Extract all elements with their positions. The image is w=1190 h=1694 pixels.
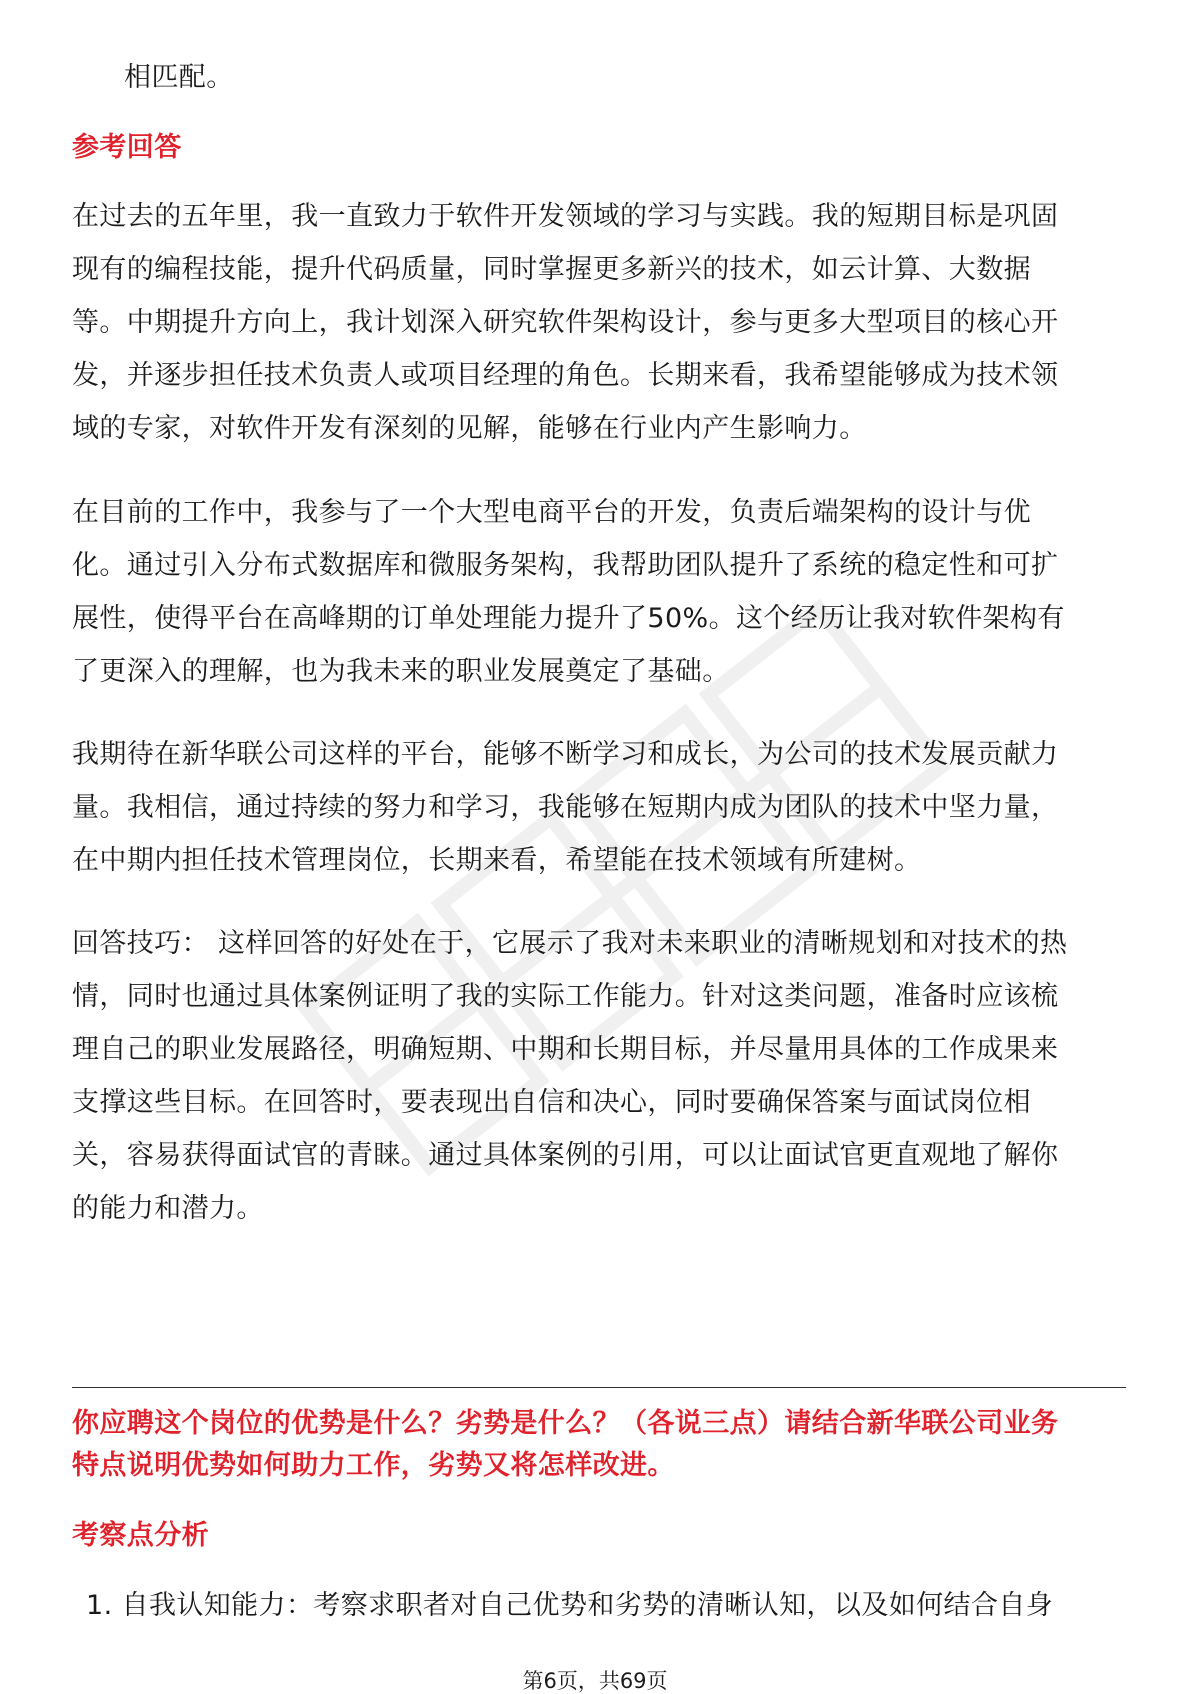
continued-text: 相匹配。 bbox=[124, 62, 234, 93]
paragraph-line: 化。通过引入分布式数据库和微服务架构，我帮助团队提升了系统的稳定性和可扩 bbox=[72, 550, 1059, 581]
paragraph-line: 在目前的工作中，我参与了一个大型电商平台的开发，负责后端架构的设计与优 bbox=[72, 497, 1031, 528]
paragraph-line: 情，同时也通过具体案例证明了我的实际工作能力。针对这类问题，准备时应该梳 bbox=[72, 981, 1059, 1012]
question-line: 你应聘这个岗位的优势是什么？劣势是什么？（各说三点）请结合新华联公司业务 bbox=[72, 1408, 1059, 1439]
list-item: 1. 自我认知能力：考察求职者对自己优势和劣势的清晰认知，以及如何结合自身 bbox=[86, 1590, 1054, 1621]
paragraph-line: 域的专家，对软件开发有深刻的见解，能够在行业内产生影响力。 bbox=[72, 413, 867, 444]
section-divider bbox=[72, 1387, 1126, 1388]
reference-answer-heading: 参考回答 bbox=[72, 132, 182, 163]
paragraph-line: 回答技巧： 这样回答的好处在于，它展示了我对未来职业的清晰规划和对技术的热 bbox=[72, 928, 1068, 959]
paragraph-line: 在过去的五年里，我一直致力于软件开发领域的学习与实践。我的短期目标是巩固 bbox=[72, 201, 1059, 232]
paragraph-line: 发，并逐步担任技术负责人或项目经理的角色。长期来看，我希望能够成为技术领 bbox=[72, 360, 1059, 391]
paragraph-line: 理自己的职业发展路径，明确短期、中期和长期目标，并尽量用具体的工作成果来 bbox=[72, 1034, 1059, 1065]
paragraph-line: 了更深入的理解，也为我未来的职业发展奠定了基础。 bbox=[72, 656, 730, 687]
paragraph-line: 我期待在新华联公司这样的平台，能够不断学习和成长，为公司的技术发展贡献力 bbox=[72, 739, 1059, 770]
paragraph-line: 的能力和潜力。 bbox=[72, 1193, 264, 1224]
paragraph-line: 在中期内担任技术管理岗位，长期来看，希望能在技术领域有所建树。 bbox=[72, 845, 922, 876]
analysis-heading: 考察点分析 bbox=[72, 1520, 209, 1551]
paragraph-line: 关，容易获得面试官的青睐。通过具体案例的引用，可以让面试官更直观地了解你 bbox=[72, 1140, 1059, 1171]
paragraph-line: 现有的编程技能，提升代码质量，同时掌握更多新兴的技术，如云计算、大数据 bbox=[72, 254, 1031, 285]
paragraph-line: 支撑这些目标。在回答时，要表现出自信和决心，同时要确保答案与面试岗位相 bbox=[72, 1087, 1031, 1118]
paragraph-line: 量。我相信，通过持续的努力和学习，我能够在短期内成为团队的技术中坚力量， bbox=[72, 792, 1059, 823]
paragraph-line: 等。中期提升方向上，我计划深入研究软件架构设计，参与更多大型项目的核心开 bbox=[72, 307, 1059, 338]
page-footer: 第6页，共69页 bbox=[522, 1669, 668, 1693]
paragraph-line: 展性，使得平台在高峰期的订单处理能力提升了50%。这个经历让我对软件架构有 bbox=[72, 603, 1065, 634]
question-line: 特点说明优势如何助力工作，劣势又将怎样改进。 bbox=[72, 1450, 675, 1481]
